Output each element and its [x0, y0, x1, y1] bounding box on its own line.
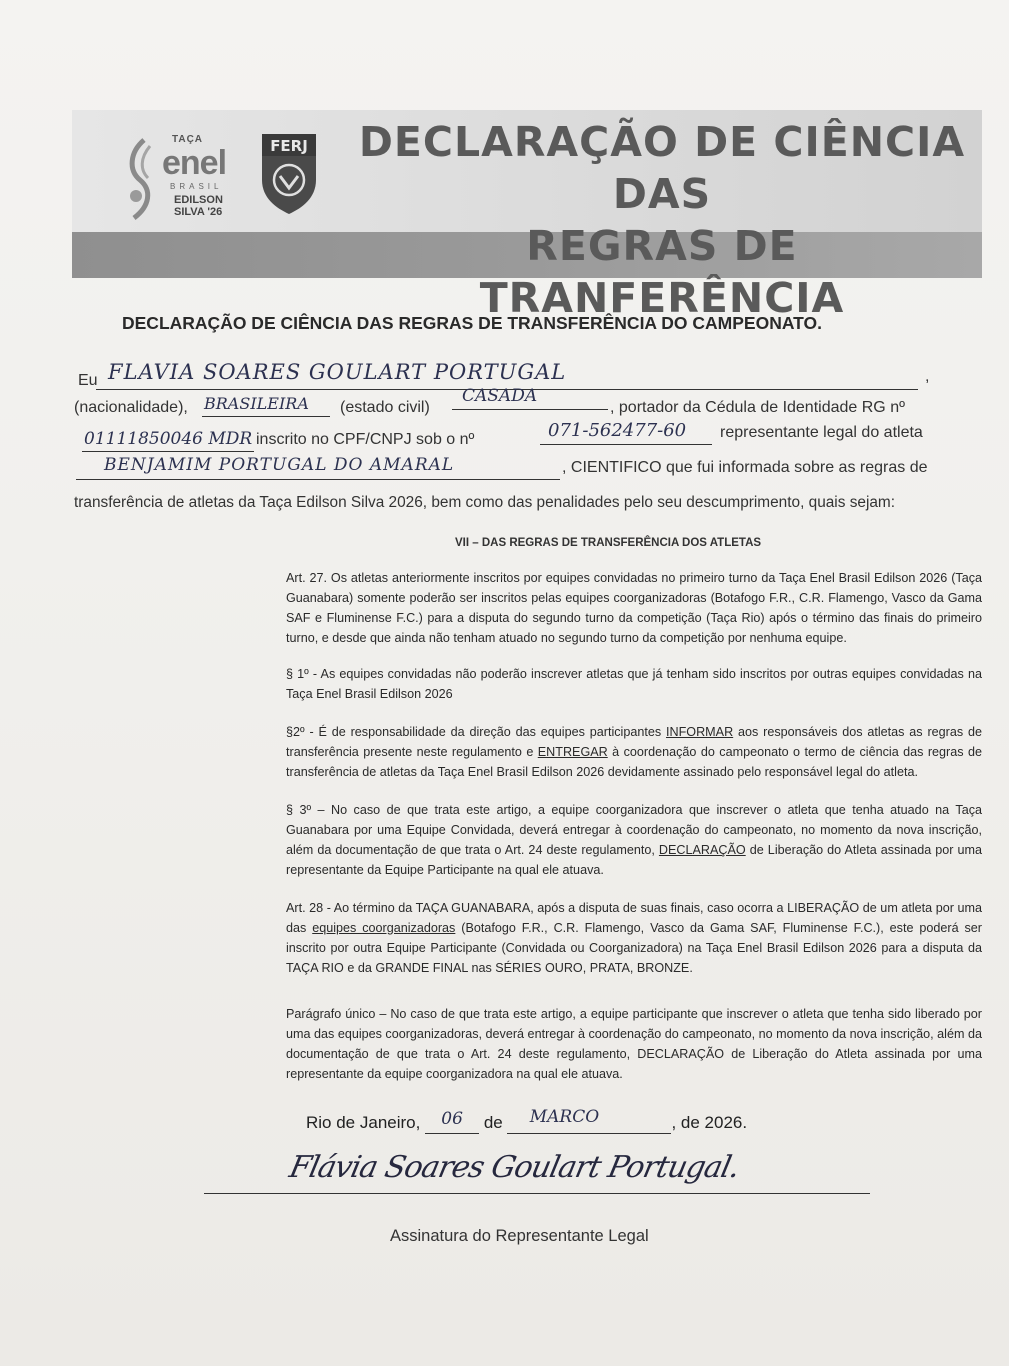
taca-label: TAÇA [172, 134, 204, 145]
date-year: , de 2026. [671, 1113, 748, 1132]
representante-text: representante legal do atleta [720, 424, 923, 441]
eu-label: Eu [78, 372, 98, 389]
cientifico-text: , CIENTIFICO que fui informada sobre as regras de [562, 459, 928, 476]
header-title-line1: DECLARAÇÃO DE CIÊNCIA DAS [358, 118, 966, 218]
rg-field: 01111850046 MDR [84, 429, 253, 449]
p2-text-a: §2º - É de responsabilidade da direção das equipes participantes [286, 725, 666, 739]
section-title: VII – DAS REGRAS DE TRANSFERÊNCIA DOS ATLETAS [455, 537, 762, 549]
estado-civil-label: (estado civil) [340, 399, 430, 416]
p2-text-b: aos responsáveis dos atletas as regras de transferência presente neste regulamento e [286, 725, 982, 759]
name-field: FLAVIA SOARES GOULART PORTUGAL [108, 360, 567, 384]
p3-text-a: § 3º – No caso de que trata este artigo, a equipe coorganizadora que inscrever o atleta que tenha atuado na Taça Guanabara por uma Equipe Convidada, deverá entregar à coordenação do campeonato, no momento da nova inscrição, além da documentação de que trata o Art. 24 deste regulamento, [286, 803, 982, 857]
taca-swirl-logo-icon [122, 136, 158, 222]
cpf-field: 071-562477-60 [548, 420, 687, 441]
paragrafo-unico: Parágrafo único – No caso de que trata este artigo, a equipe participante que inscrever o atleta que tenha sido liberado por uma das equipes coorganizadoras, deverá entregar à coordenação do campeonato, no momento da nova inscrição, além da documentação de que trata o Art. 24 deste regulamento, DECLARAÇÃO de Liberação do Atleta assinada por uma representante da equipe coorganizadora na qual ele atuava. [286, 1007, 982, 1081]
athlete-field: BENJAMIM PORTUGAL DO AMARAL [104, 455, 455, 475]
cpf-label: inscrito no CPF/CNPJ sob o nº [256, 431, 475, 448]
p2-text-c: à coordenação do campeonato o termo de ciência das regras de transferência de atletas da Taça Enel Brasil Edilson 2026 devidamente assinado pelo responsável legal do atleta. [286, 745, 982, 779]
comma: , [925, 368, 930, 385]
nacionalidade-underline [202, 416, 330, 417]
estado-civil-field: CASADA [462, 386, 538, 406]
header-title [352, 116, 972, 324]
date-day: 06 [441, 1109, 463, 1129]
date-month-slot [507, 1107, 671, 1134]
edilson-line1: EDILSON [174, 194, 223, 206]
edilson-line2: SILVA '26 [174, 206, 223, 218]
rg-underline [82, 451, 254, 452]
document-title: DECLARAÇÃO DE CIÊNCIA DAS REGRAS DE TRANSFERÊNCIA DO CAMPEONATO. [122, 313, 823, 333]
paragraph-3 [286, 800, 982, 880]
signature-line [204, 1193, 870, 1194]
p3-text-b: de Liberação do Atleta assinada por uma representante da Equipe Participante na qual ele atuava. [286, 843, 982, 877]
nacionalidade-field: BRASILEIRA [204, 394, 309, 413]
athlete-underline [76, 479, 560, 480]
art28-equipes: equipes coorganizadoras [312, 921, 456, 935]
date-line [306, 1107, 748, 1134]
paragraph-2 [286, 722, 982, 782]
p2-informar: INFORMAR [666, 725, 734, 739]
intro-line: transferência de atletas da Taça Edilson Silva 2026, bem como das penalidades pelo seu descumprimento, quais sejam: [74, 494, 896, 511]
cpf-underline [540, 444, 712, 445]
date-city: Rio de Janeiro, [306, 1113, 421, 1132]
art28-text-a: Art. 28 - Ao término da TAÇA GUANABARA, após a disputa de suas finais, caso ocorra a LIBERAÇÃO de um atleta por uma das [286, 901, 982, 935]
p3-declaracao: DECLARAÇÃO [658, 843, 746, 857]
enel-logo-text: enel [162, 144, 227, 182]
handwritten-signature: Flávia Soares Goulart Portugal. [286, 1150, 743, 1185]
date-day-slot [425, 1109, 479, 1134]
brasil-label: BRASIL [170, 182, 223, 191]
ferj-shield-icon [258, 130, 320, 216]
portador-text: , portador da Cédula de Identidade RG nº [610, 399, 905, 416]
nacionalidade-label: (nacionalidade), [74, 399, 188, 416]
paragraph-1: § 1º - As equipes convidadas não poderão inscrever atletas que já tenham sido inscritos por outras equipes convidadas na Taça Enel Brasil Edilson 2026 [286, 667, 982, 701]
edilson-label [174, 194, 223, 218]
art27-paragraph: Art. 27. Os atletas anteriormente inscritos por equipes convidadas no primeiro turno da Taça Enel Brasil Edilson 2026 (Taça Guanabara) somente poderão ser inscritos pelas equipes coorganizadoras (Botafogo F.R., C.R. Flamengo, Vasco da Gama SAF e Fluminense F.C.) para a disputa do segundo turno da competição (Taça Rio) após o término das finais do primeiro turno, e desde que ainda não tenham atuado no segundo turno da competição por nenhuma equipe. [286, 571, 982, 645]
date-month: MARCO [529, 1107, 600, 1127]
header-title-line2: REGRAS DE TRANFERÊNCIA [479, 222, 845, 322]
estado-civil-underline [452, 409, 608, 410]
ferj-logo-text: FERJ [270, 137, 308, 155]
date-de: de [483, 1113, 503, 1132]
art28-paragraph [286, 898, 982, 978]
art28-text-b: (Botafogo F.R., C.R. Flamengo, Vasco da Gama SAF, Fluminense F.C.), este poderá ser inscrito por outra Equipe Participante (Convidada ou Coorganizadora) na Taça Enel Brasil Edilson 2026 para a disputa da TAÇA RIO e da GRANDE FINAL nas SÉRIES OURO, PRATA, BRONZE. [286, 921, 982, 975]
signature-caption: Assinatura do Representante Legal [390, 1227, 649, 1245]
header-banner [72, 110, 982, 322]
p2-entregar: ENTREGAR [537, 745, 608, 759]
